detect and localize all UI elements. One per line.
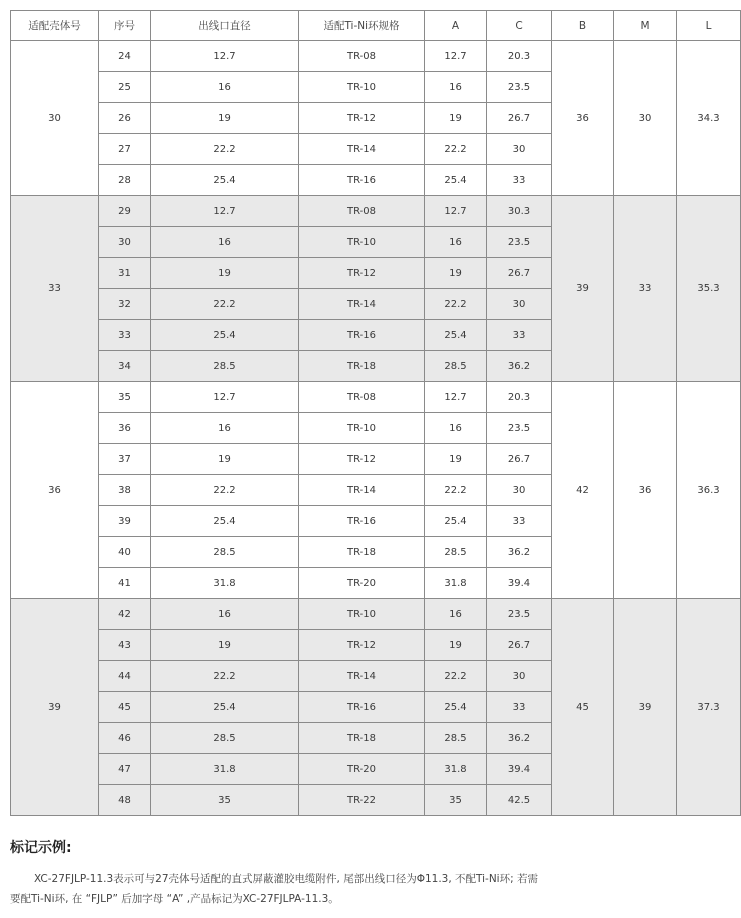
marking-example-title: 标记示例: <box>10 840 72 856</box>
header-outlet-diameter: 出线口直径 <box>151 11 299 41</box>
cell-a: 16 <box>425 413 487 444</box>
cell-serial-no: 28 <box>99 165 151 196</box>
cell-ring-spec: TR-08 <box>299 382 425 413</box>
cell-ring-spec: TR-14 <box>299 475 425 506</box>
cell-a: 16 <box>425 72 487 103</box>
cell-shell-no: 36 <box>11 382 99 599</box>
cell-c: 39.4 <box>487 568 552 599</box>
cell-c: 30 <box>487 475 552 506</box>
marking-example-line-1: XC-27FJLP-11.3表示可与27壳体号适配的直式屏蔽灌胶电缆附件, 尾部出线口径为Φ11.3, 不配Ti-Ni环; 若需 <box>34 873 538 885</box>
cell-ring-spec: TR-12 <box>299 444 425 475</box>
cell-ring-spec: TR-12 <box>299 258 425 289</box>
cell-outlet-diameter: 22.2 <box>151 661 299 692</box>
marking-example <box>10 837 690 909</box>
cell-a: 35 <box>425 785 487 816</box>
cell-outlet-diameter: 25.4 <box>151 165 299 196</box>
cell-ring-spec: TR-12 <box>299 630 425 661</box>
cell-a: 12.7 <box>425 41 487 72</box>
cell-serial-no: 44 <box>99 661 151 692</box>
cell-serial-no: 24 <box>99 41 151 72</box>
cell-c: 33 <box>487 506 552 537</box>
cell-a: 25.4 <box>425 506 487 537</box>
cell-serial-no: 38 <box>99 475 151 506</box>
cell-a: 19 <box>425 630 487 661</box>
cell-a: 19 <box>425 258 487 289</box>
cell-ring-spec: TR-16 <box>299 692 425 723</box>
header-a: A <box>425 11 487 41</box>
cell-outlet-diameter: 31.8 <box>151 568 299 599</box>
cell-outlet-diameter: 12.7 <box>151 41 299 72</box>
cell-ring-spec: TR-10 <box>299 413 425 444</box>
cell-ring-spec: TR-16 <box>299 165 425 196</box>
cell-shell-no: 30 <box>11 41 99 196</box>
table-body <box>11 41 741 816</box>
cell-serial-no: 30 <box>99 227 151 258</box>
cell-serial-no: 29 <box>99 196 151 227</box>
table-row <box>11 196 741 227</box>
cell-ring-spec: TR-08 <box>299 196 425 227</box>
cell-a: 22.2 <box>425 475 487 506</box>
cell-serial-no: 43 <box>99 630 151 661</box>
cell-c: 33 <box>487 692 552 723</box>
cell-a: 25.4 <box>425 320 487 351</box>
table-row <box>11 41 741 72</box>
cell-outlet-diameter: 19 <box>151 103 299 134</box>
cell-l: 37.3 <box>677 599 741 816</box>
cell-outlet-diameter: 19 <box>151 444 299 475</box>
header-shell-no: 适配壳体号 <box>11 11 99 41</box>
cell-m: 30 <box>614 41 677 196</box>
cell-c: 26.7 <box>487 258 552 289</box>
cell-ring-spec: TR-12 <box>299 103 425 134</box>
marking-example-line-2: 要配Ti-Ni环, 在 “FJLP” 后加字母 “A” ,产品标记为XC-27FJLPA-11.3。 <box>10 893 339 905</box>
header-serial-no: 序号 <box>99 11 151 41</box>
cell-ring-spec: TR-18 <box>299 537 425 568</box>
cell-c: 20.3 <box>487 41 552 72</box>
cell-a: 22.2 <box>425 661 487 692</box>
cell-a: 28.5 <box>425 723 487 754</box>
cell-serial-no: 37 <box>99 444 151 475</box>
cell-outlet-diameter: 28.5 <box>151 723 299 754</box>
cell-serial-no: 36 <box>99 413 151 444</box>
cell-c: 30 <box>487 134 552 165</box>
cell-ring-spec: TR-10 <box>299 72 425 103</box>
cell-c: 36.2 <box>487 351 552 382</box>
cell-serial-no: 31 <box>99 258 151 289</box>
cell-serial-no: 48 <box>99 785 151 816</box>
header-l: L <box>677 11 741 41</box>
cell-c: 36.2 <box>487 537 552 568</box>
cell-a: 28.5 <box>425 351 487 382</box>
cell-a: 31.8 <box>425 754 487 785</box>
cell-m: 36 <box>614 382 677 599</box>
spec-table <box>10 10 741 816</box>
header-c: C <box>487 11 552 41</box>
cell-serial-no: 45 <box>99 692 151 723</box>
cell-a: 25.4 <box>425 165 487 196</box>
table-header-row <box>11 11 741 41</box>
cell-c: 39.4 <box>487 754 552 785</box>
header-ring-spec: 适配Ti-Ni环规格 <box>299 11 425 41</box>
cell-serial-no: 40 <box>99 537 151 568</box>
cell-a: 22.2 <box>425 134 487 165</box>
cell-m: 39 <box>614 599 677 816</box>
cell-a: 19 <box>425 103 487 134</box>
cell-ring-spec: TR-20 <box>299 568 425 599</box>
cell-outlet-diameter: 16 <box>151 72 299 103</box>
cell-c: 33 <box>487 165 552 196</box>
cell-b: 39 <box>552 196 614 382</box>
cell-l: 35.3 <box>677 196 741 382</box>
cell-a: 16 <box>425 599 487 630</box>
table-row <box>11 599 741 630</box>
cell-outlet-diameter: 25.4 <box>151 506 299 537</box>
cell-c: 33 <box>487 320 552 351</box>
cell-m: 33 <box>614 196 677 382</box>
cell-outlet-diameter: 16 <box>151 227 299 258</box>
cell-a: 31.8 <box>425 568 487 599</box>
cell-a: 12.7 <box>425 196 487 227</box>
cell-ring-spec: TR-10 <box>299 227 425 258</box>
cell-ring-spec: TR-16 <box>299 506 425 537</box>
cell-c: 36.2 <box>487 723 552 754</box>
cell-ring-spec: TR-18 <box>299 351 425 382</box>
cell-l: 36.3 <box>677 382 741 599</box>
table-row <box>11 382 741 413</box>
cell-a: 12.7 <box>425 382 487 413</box>
cell-outlet-diameter: 19 <box>151 258 299 289</box>
cell-serial-no: 27 <box>99 134 151 165</box>
cell-c: 26.7 <box>487 103 552 134</box>
cell-a: 16 <box>425 227 487 258</box>
cell-b: 36 <box>552 41 614 196</box>
cell-serial-no: 26 <box>99 103 151 134</box>
cell-c: 26.7 <box>487 444 552 475</box>
cell-ring-spec: TR-22 <box>299 785 425 816</box>
cell-shell-no: 33 <box>11 196 99 382</box>
cell-outlet-diameter: 22.2 <box>151 134 299 165</box>
cell-ring-spec: TR-20 <box>299 754 425 785</box>
cell-c: 23.5 <box>487 599 552 630</box>
cell-serial-no: 34 <box>99 351 151 382</box>
cell-outlet-diameter: 35 <box>151 785 299 816</box>
cell-outlet-diameter: 16 <box>151 413 299 444</box>
cell-ring-spec: TR-10 <box>299 599 425 630</box>
cell-a: 25.4 <box>425 692 487 723</box>
header-m: M <box>614 11 677 41</box>
cell-c: 30.3 <box>487 196 552 227</box>
cell-serial-no: 41 <box>99 568 151 599</box>
header-b: B <box>552 11 614 41</box>
cell-outlet-diameter: 22.2 <box>151 475 299 506</box>
cell-c: 23.5 <box>487 413 552 444</box>
cell-outlet-diameter: 25.4 <box>151 692 299 723</box>
cell-serial-no: 42 <box>99 599 151 630</box>
cell-ring-spec: TR-14 <box>299 661 425 692</box>
cell-b: 42 <box>552 382 614 599</box>
cell-ring-spec: TR-14 <box>299 134 425 165</box>
cell-a: 28.5 <box>425 537 487 568</box>
cell-serial-no: 32 <box>99 289 151 320</box>
cell-serial-no: 35 <box>99 382 151 413</box>
cell-shell-no: 39 <box>11 599 99 816</box>
cell-c: 30 <box>487 289 552 320</box>
cell-ring-spec: TR-14 <box>299 289 425 320</box>
cell-serial-no: 39 <box>99 506 151 537</box>
cell-outlet-diameter: 12.7 <box>151 196 299 227</box>
cell-serial-no: 25 <box>99 72 151 103</box>
cell-c: 20.3 <box>487 382 552 413</box>
cell-ring-spec: TR-08 <box>299 41 425 72</box>
cell-ring-spec: TR-16 <box>299 320 425 351</box>
cell-a: 22.2 <box>425 289 487 320</box>
cell-outlet-diameter: 28.5 <box>151 351 299 382</box>
cell-outlet-diameter: 22.2 <box>151 289 299 320</box>
cell-outlet-diameter: 25.4 <box>151 320 299 351</box>
cell-outlet-diameter: 31.8 <box>151 754 299 785</box>
cell-a: 19 <box>425 444 487 475</box>
cell-outlet-diameter: 19 <box>151 630 299 661</box>
cell-c: 23.5 <box>487 72 552 103</box>
cell-serial-no: 46 <box>99 723 151 754</box>
cell-b: 45 <box>552 599 614 816</box>
cell-c: 26.7 <box>487 630 552 661</box>
cell-outlet-diameter: 16 <box>151 599 299 630</box>
cell-c: 23.5 <box>487 227 552 258</box>
cell-c: 42.5 <box>487 785 552 816</box>
cell-serial-no: 33 <box>99 320 151 351</box>
cell-outlet-diameter: 12.7 <box>151 382 299 413</box>
cell-c: 30 <box>487 661 552 692</box>
cell-l: 34.3 <box>677 41 741 196</box>
cell-outlet-diameter: 28.5 <box>151 537 299 568</box>
cell-ring-spec: TR-18 <box>299 723 425 754</box>
cell-serial-no: 47 <box>99 754 151 785</box>
